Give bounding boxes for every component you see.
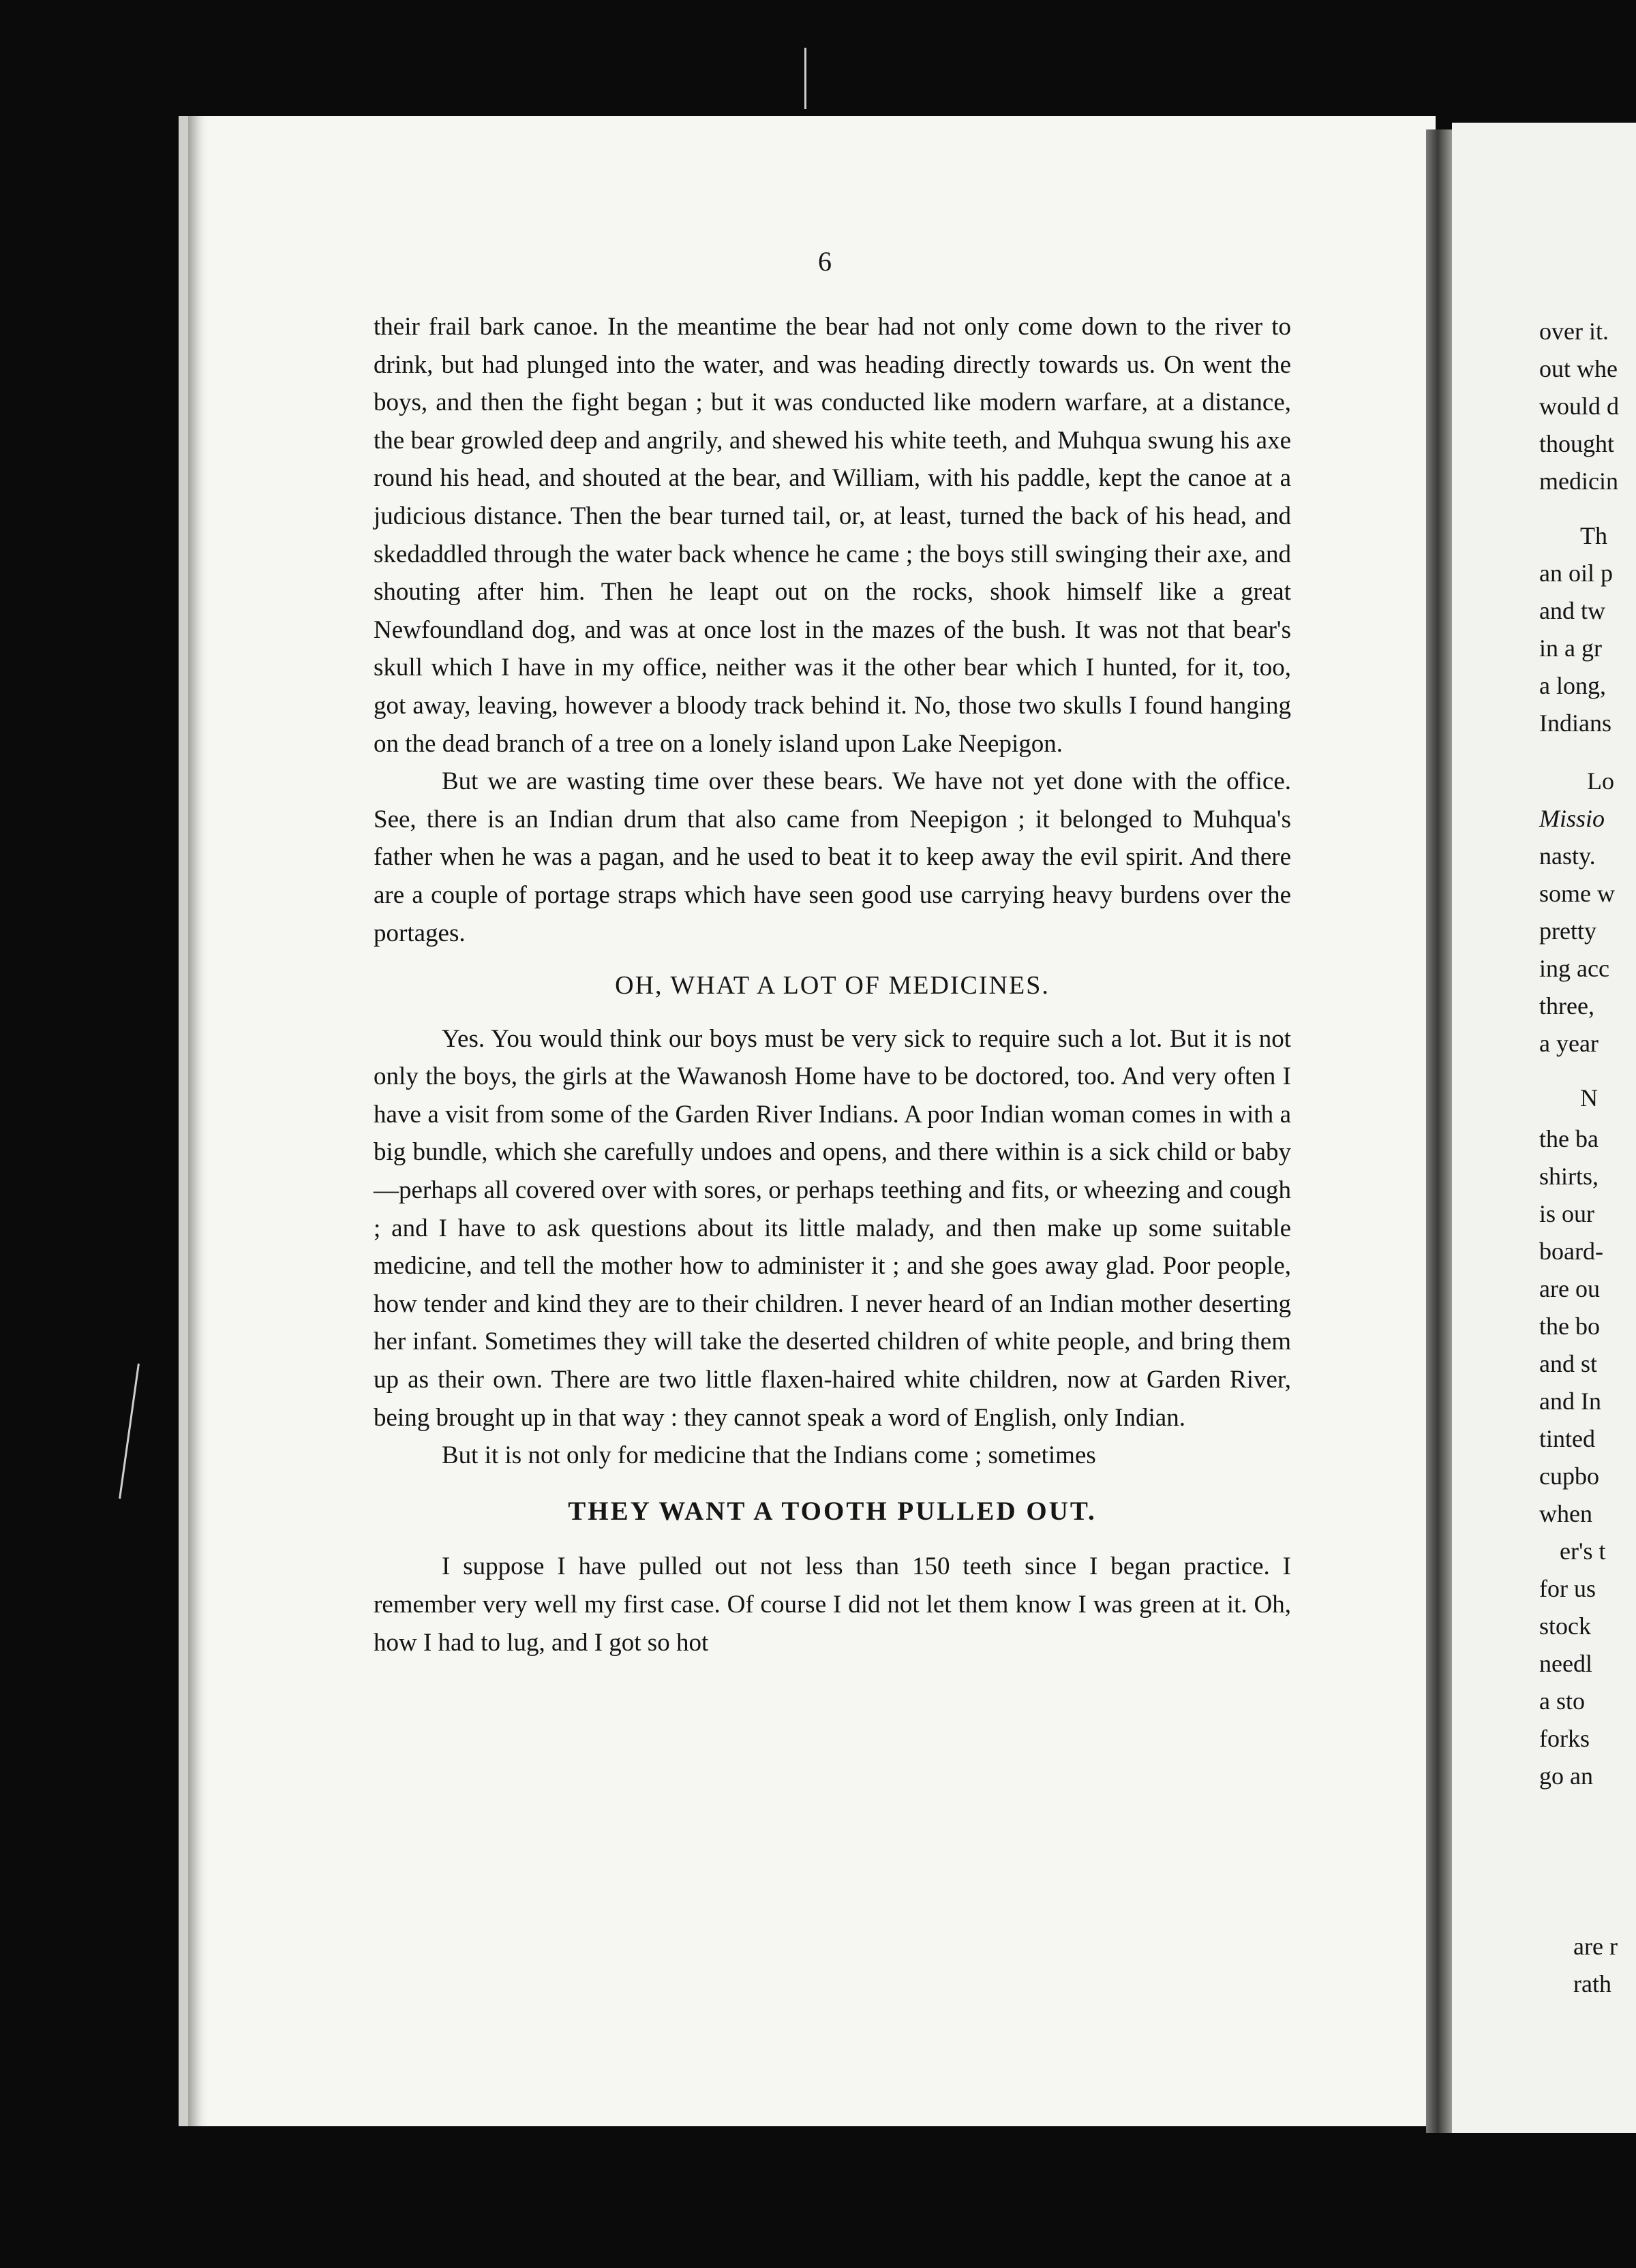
- facing-page-line: shirts,: [1539, 1163, 1599, 1190]
- facing-page-line: pretty: [1539, 917, 1596, 945]
- facing-page-line: nasty.: [1539, 842, 1596, 870]
- facing-page-line: forks: [1539, 1725, 1590, 1752]
- facing-page-line: board-: [1539, 1238, 1603, 1265]
- facing-page-line: would d: [1539, 393, 1619, 420]
- facing-page-line: stock: [1539, 1612, 1591, 1640]
- facing-page-line: tinted: [1539, 1425, 1595, 1452]
- facing-page-line: Indians: [1539, 709, 1611, 737]
- facing-page-line: go an: [1539, 1762, 1593, 1790]
- page-number: 6: [818, 246, 832, 277]
- facing-page-line: rath: [1573, 1970, 1611, 1997]
- facing-page-line: a sto: [1539, 1687, 1585, 1715]
- scan-mark: [119, 1364, 140, 1499]
- facing-page-line: out whe: [1539, 355, 1618, 382]
- facing-page-line: medicin: [1539, 468, 1618, 495]
- facing-page-line: is our: [1539, 1200, 1594, 1227]
- paragraph: I suppose I have pulled out not less than 150 teeth since I began practice. I remember very well my first case. Of course I did not let them know I was green at it. Oh, how I had to lug, and I got so hot: [374, 1552, 1291, 1657]
- body-text: [374, 308, 1291, 1661]
- facing-page-line: N: [1580, 1084, 1598, 1112]
- facing-page-line: and tw: [1539, 597, 1605, 624]
- paragraph: their frail bark canoe. In the meantime the bear had not only come down to the river to drink, but had plunged into the water, and was heading directly towards us. On went the boys, and then the fight began ; but it was conducted like modern warfare, at a distance, the bear growled deep and angrily, and shewed his white teeth, and Muhqua swung his axe round his head, and shouted at the bear, and William, with his paddle, kept the canoe at a judicious distance. Then the bear turned tail, or, at least, turned the back of his head, and skedaddled through the water back whence he came ; the boys still swinging their axe, and shouting after him. Then he leapt out on the rocks, shook himself like a great Newfoundland dog, and was at once lost in the mazes of the bush. It was not that bear's skull which I have in my office, neither was it the other bear which I hunted, for it, too, got away, leaving, however a bloody track behind it. No, those two skulls I found hanging on the dead branch of a tree on a lonely island upon Lake Neepigon.: [374, 313, 1291, 758]
- facing-page-line: and st: [1539, 1350, 1597, 1377]
- facing-page-line: and In: [1539, 1388, 1601, 1415]
- facing-page-line: thought: [1539, 430, 1615, 457]
- facing-page-line: er's t: [1560, 1537, 1606, 1565]
- facing-page-line: in a gr: [1539, 634, 1602, 662]
- paragraph: Yes. You would think our boys must be very sick to require such a lot. But it is not only the boys, the girls at the Wawanosh Home have to be doctored, too. And very often I have a visit from some of the Garden River Indians. A poor Indian woman comes in with a big bundle, which she carefully undoes and opens, and there within is a sick child or baby—perhaps all covered over with sores, or perhaps teething and fits, or wheezing and cough ; and I have to ask questions about its little malady, and then make up some suitable medicine, and tell the mother how to administer it ; and she goes away glad. Poor people, how tender and kind they are to their children. I never heard of an Indian mother deserting her infant. Sometimes they will take the deserted children of white people, and bring them up as their own. There are two little flaxen-haired white children, now at Garden River, being brought up in that way : they cannot speak a word of English, only Indian.: [374, 1024, 1291, 1432]
- facing-page-line: ing acc: [1539, 955, 1609, 982]
- facing-page-line: the bo: [1539, 1313, 1600, 1340]
- paragraph: But we are wasting time over these bears. We have not yet done with the office. See, there is an Indian drum that also came from Neepigon ; it belonged to Muhqua's father when he was a pagan, and he used to beat it to keep away the evil spirit. And there are a couple of portage straps which have seen good use carrying heavy burdens over the portages.: [374, 767, 1291, 947]
- facing-page-line: a year: [1539, 1030, 1599, 1057]
- facing-page-line: some w: [1539, 880, 1615, 907]
- facing-page-line: are r: [1573, 1933, 1618, 1960]
- paragraph: But it is not only for medicine that the Indians come ; sometimes: [442, 1441, 1096, 1470]
- facing-page-line: when: [1539, 1500, 1592, 1527]
- facing-page-line: the ba: [1539, 1125, 1599, 1152]
- facing-page-line: over it.: [1539, 318, 1609, 345]
- facing-page-line: an oil p: [1539, 560, 1613, 587]
- facing-page-line: Th: [1580, 522, 1607, 549]
- facing-page-line: Missio: [1539, 805, 1605, 832]
- section-heading: OH, WHAT A LOT OF MEDICINES.: [615, 971, 1050, 1000]
- section-heading: THEY WANT A TOOTH PULLED OUT.: [568, 1496, 1097, 1526]
- facing-page-line: three,: [1539, 992, 1594, 1020]
- scan-mark: [804, 48, 806, 109]
- facing-page-line: Lo: [1587, 767, 1614, 795]
- facing-page-line: needl: [1539, 1650, 1592, 1677]
- facing-page-line: for us: [1539, 1575, 1596, 1602]
- facing-page-line: a long,: [1539, 672, 1606, 699]
- facing-page-line: are ou: [1539, 1275, 1600, 1302]
- page-gutter-shadow: [1426, 129, 1452, 2133]
- facing-page-line: cupbo: [1539, 1462, 1599, 1490]
